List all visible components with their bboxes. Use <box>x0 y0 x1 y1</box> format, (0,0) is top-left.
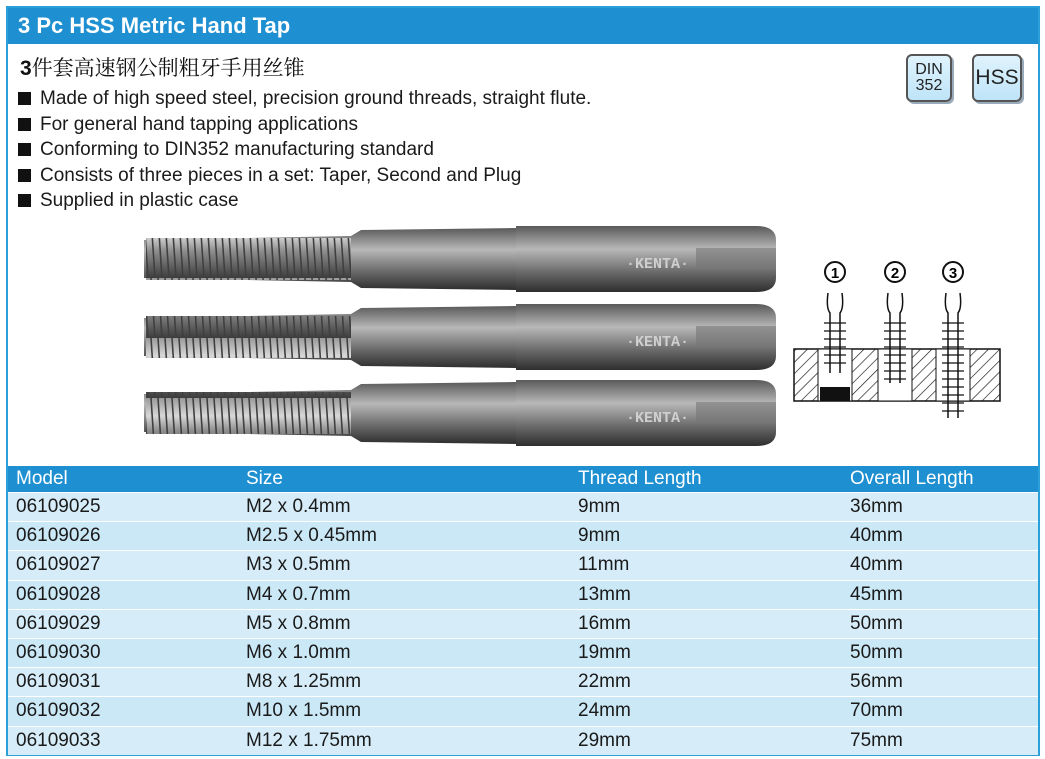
brand-engraving: ·KENTA· <box>626 256 690 273</box>
diagram-label <box>825 262 845 282</box>
cell-overall-length: 40mm <box>842 522 1038 551</box>
list-item <box>18 163 591 189</box>
feature-text: Consists of three pieces in a set: Taper, Second and Plug <box>40 164 522 186</box>
cell-thread-length: 9mm <box>570 493 842 522</box>
cell-size: M5 x 0.8mm <box>238 609 570 638</box>
din-badge-line2: 352 <box>915 77 943 94</box>
feature-text: Conforming to DIN352 manufacturing standard <box>40 139 434 160</box>
hand-tap-set-image <box>136 218 776 456</box>
table-row <box>8 726 1038 755</box>
label-3: 3 <box>948 265 958 282</box>
cell-size: M4 x 0.7mm <box>238 580 570 609</box>
cell-overall-length: 56mm <box>842 668 1038 697</box>
cell-thread-length: 16mm <box>570 609 842 638</box>
cell-thread-length: 9mm <box>570 522 842 551</box>
cell-overall-length: 50mm <box>842 609 1038 638</box>
bullet-square-icon <box>18 194 31 207</box>
diagram-label <box>943 262 963 282</box>
table-row <box>8 493 1038 522</box>
column-header: Thread Length <box>570 466 842 493</box>
cell-thread-length: 22mm <box>570 668 842 697</box>
feature-list <box>18 86 591 214</box>
cell-model: 06109025 <box>8 493 238 522</box>
plug-tap <box>144 380 776 446</box>
cell-thread-length: 24mm <box>570 697 842 726</box>
bullet-square-icon <box>18 143 31 156</box>
feature-text: For general hand tapping applications <box>40 113 358 135</box>
cell-model: 06109027 <box>8 551 238 580</box>
taper-tap <box>144 226 776 292</box>
cell-model: 06109028 <box>8 580 238 609</box>
feature-text: Supplied in plastic case <box>40 190 239 211</box>
hss-badge: HSS <box>972 54 1022 102</box>
list-item <box>18 137 591 163</box>
subtitle-number: 3 <box>20 57 32 80</box>
product-card <box>6 6 1040 756</box>
feature-text: Made of high speed steel, precision ground threads, straight flute. <box>40 88 592 109</box>
din-badge-line1: DIN <box>915 61 943 78</box>
cell-size: M2.5 x 0.45mm <box>238 522 570 551</box>
table-row <box>8 551 1038 580</box>
bullet-square-icon <box>18 169 31 182</box>
table-row <box>8 609 1038 638</box>
cell-model: 06109029 <box>8 609 238 638</box>
table-row <box>8 638 1038 667</box>
cell-model: 06109032 <box>8 697 238 726</box>
page-title: 3 Pc HSS Metric Hand Tap <box>8 8 1038 44</box>
column-header: Size <box>238 466 570 493</box>
cell-overall-length: 45mm <box>842 580 1038 609</box>
cell-overall-length: 36mm <box>842 493 1038 522</box>
subtitle-text: 件套高速钢公制粗牙手用丝锥 <box>31 56 305 80</box>
bullet-square-icon <box>18 92 31 105</box>
tapping-diagram <box>790 253 1006 423</box>
cell-overall-length: 40mm <box>842 551 1038 580</box>
cell-size: M8 x 1.25mm <box>238 668 570 697</box>
cell-thread-length: 13mm <box>570 580 842 609</box>
chinese-subtitle <box>20 52 305 82</box>
list-item <box>18 112 591 138</box>
cell-size: M3 x 0.5mm <box>238 551 570 580</box>
cell-size: M12 x 1.75mm <box>238 726 570 755</box>
column-header: Overall Length <box>842 466 1038 493</box>
cell-model: 06109033 <box>8 726 238 755</box>
table-row <box>8 697 1038 726</box>
cell-overall-length: 50mm <box>842 638 1038 667</box>
din-badge <box>906 54 952 102</box>
cell-overall-length: 75mm <box>842 726 1038 755</box>
cell-overall-length: 70mm <box>842 697 1038 726</box>
cell-size: M2 x 0.4mm <box>238 493 570 522</box>
cell-thread-length: 11mm <box>570 551 842 580</box>
table-row <box>8 522 1038 551</box>
diagram-label <box>885 262 905 282</box>
cell-model: 06109031 <box>8 668 238 697</box>
cell-size: M10 x 1.5mm <box>238 697 570 726</box>
table-header-row <box>8 466 1038 493</box>
bullet-square-icon <box>18 118 31 131</box>
list-item <box>18 86 591 112</box>
column-header: Model <box>8 466 238 493</box>
label-2: 2 <box>890 265 900 282</box>
cell-model: 06109030 <box>8 638 238 667</box>
table-row <box>8 668 1038 697</box>
spec-table <box>8 466 1038 755</box>
list-item <box>18 188 591 214</box>
cell-model: 06109026 <box>8 522 238 551</box>
cell-size: M6 x 1.0mm <box>238 638 570 667</box>
brand-engraving: ·KENTA· <box>626 334 690 351</box>
cell-thread-length: 29mm <box>570 726 842 755</box>
table-row <box>8 580 1038 609</box>
second-tap <box>144 304 776 370</box>
brand-engraving: ·KENTA· <box>626 410 690 427</box>
label-1: 1 <box>830 265 840 282</box>
cell-thread-length: 19mm <box>570 638 842 667</box>
